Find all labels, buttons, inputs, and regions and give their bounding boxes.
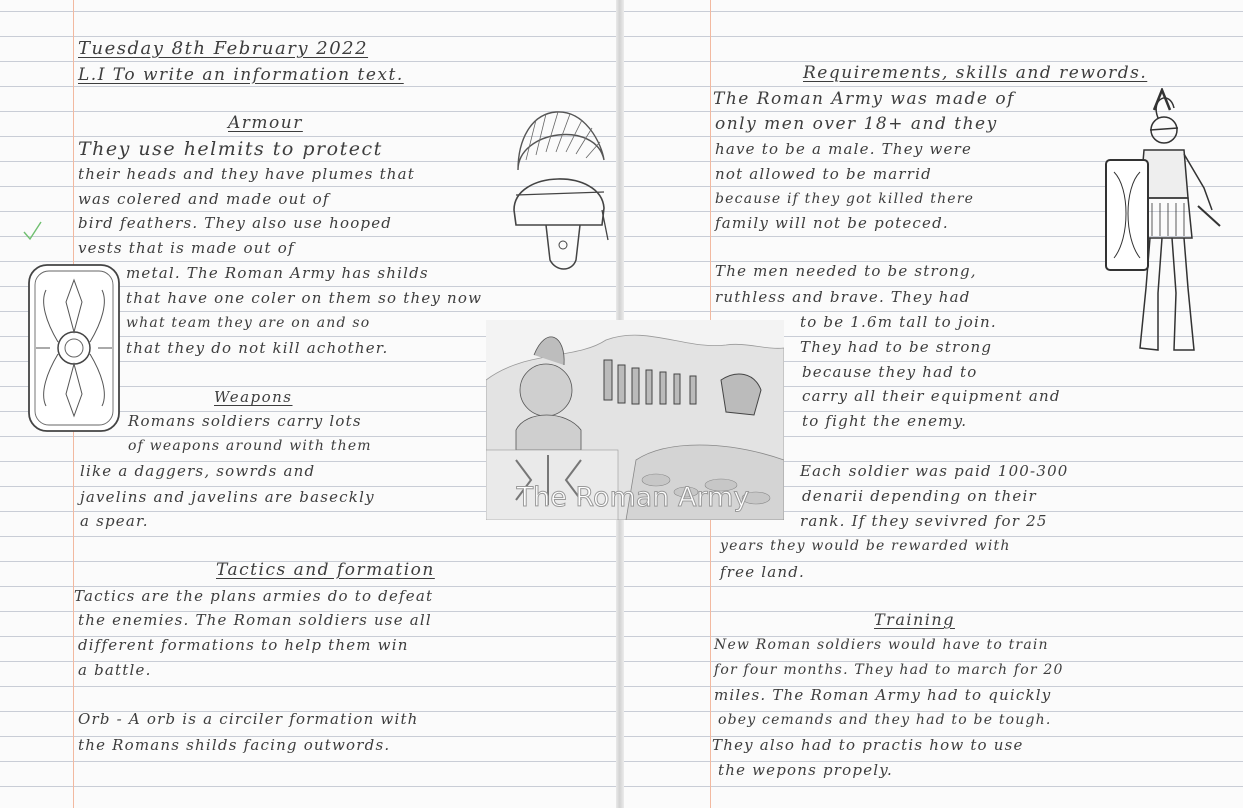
text-line: not allowed to be marrid	[715, 165, 932, 183]
teacher-tick-mark	[22, 220, 42, 242]
text-line: Orb - A orb is a circiler formation with	[78, 710, 419, 728]
tactics-heading: Tactics and formation	[216, 560, 435, 580]
text-line: to be 1.6m tall to join.	[800, 313, 997, 331]
text-line: miles. The Roman Army had to quickly	[714, 686, 1052, 704]
text-line: different formations to help them win	[78, 636, 409, 654]
roman-soldier-drawing	[1100, 88, 1224, 358]
text-line: bird feathers. They also use hooped	[78, 214, 393, 232]
text-line: a spear.	[80, 512, 149, 530]
text-line: free land.	[720, 563, 806, 581]
text-line: carry all their equipment and	[802, 387, 1061, 405]
text-line: Romans soldiers carry lots	[128, 412, 362, 430]
text-line: to fight the enemy.	[802, 412, 968, 430]
text-line: for four months. They had to march for 20	[714, 662, 1064, 678]
text-line: ruthless and brave. They had	[715, 288, 971, 306]
text-line: because they had to	[802, 363, 978, 381]
text-line: family will not be poteced.	[715, 214, 949, 232]
text-line: obey cemands and they had to be tough.	[718, 712, 1052, 728]
text-line: like a daggers, sowrds and	[80, 462, 316, 480]
text-line: the Romans shilds facing outwords.	[78, 736, 391, 754]
requirements-heading: Requirements, skills and rewords.	[803, 63, 1148, 83]
text-line: what team they are on and so	[126, 315, 371, 331]
armour-heading: Armour	[228, 113, 303, 133]
text-line: of weapons around with them	[128, 438, 372, 454]
roman-shield-drawing	[26, 262, 122, 434]
text-line: vests that is made out of	[78, 239, 295, 257]
text-line: a battle.	[78, 661, 152, 679]
text-line: They use helmits to protect	[78, 138, 383, 160]
text-line: that have one coler on them so they now	[126, 289, 483, 307]
text-line: metal. The Roman Army has shilds	[126, 264, 429, 282]
text-line: years they would be rewarded with	[720, 538, 1011, 554]
text-line: rank. If they sevivred for 25	[800, 512, 1048, 530]
picture-caption: The Roman Army	[516, 482, 750, 513]
text-line: javelins and javelins are baseckly	[80, 488, 375, 506]
text-line: denarii depending on their	[802, 487, 1037, 505]
text-line: was colered and made out of	[78, 190, 330, 208]
text-line: because if they got killed there	[715, 191, 975, 207]
roman-helmet-drawing	[506, 100, 610, 275]
text-line: New Roman soldiers would have to train	[714, 637, 1049, 653]
text-line: The Roman Army was made of	[713, 89, 1015, 109]
text-line: have to be a male. They were	[715, 140, 973, 158]
learning-intention: L.I To write an information text.	[78, 65, 404, 85]
text-line: only men over 18+ and they	[715, 114, 998, 134]
text-line: They had to be strong	[800, 338, 993, 356]
text-line: that they do not kill achother.	[126, 339, 389, 357]
date-heading: Tuesday 8th February 2022	[78, 38, 369, 59]
text-line: the wepons propely.	[718, 761, 893, 779]
weapons-heading: Weapons	[214, 388, 293, 406]
text-line: The men needed to be strong,	[715, 262, 977, 280]
training-heading: Training	[874, 610, 955, 629]
text-line: their heads and they have plumes that	[78, 165, 416, 183]
text-line: Each soldier was paid 100-300	[800, 462, 1069, 480]
text-line: the enemies. The Roman soldiers use all	[78, 611, 432, 629]
text-line: They also had to practis how to use	[712, 736, 1024, 754]
text-line: Tactics are the plans armies do to defeat	[74, 587, 434, 605]
